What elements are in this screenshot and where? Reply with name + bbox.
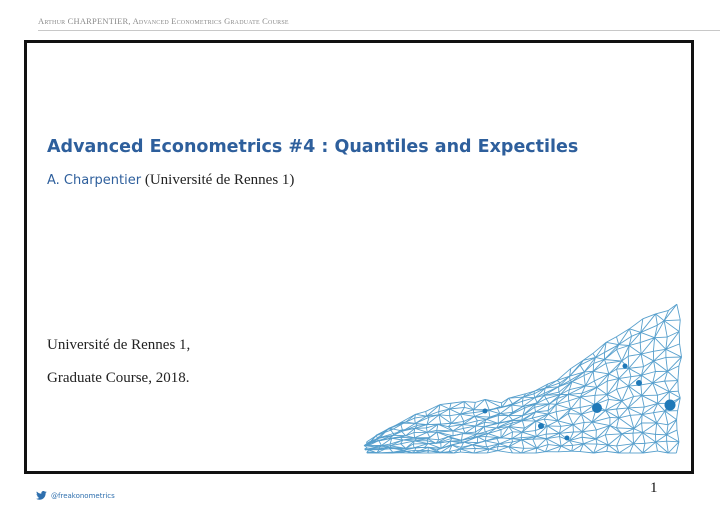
mesh-node-dot — [483, 409, 488, 414]
mesh-node-dot — [538, 423, 544, 429]
slide-frame — [24, 40, 694, 474]
slide-subtitle — [47, 172, 294, 189]
mesh-illustration — [27, 43, 691, 471]
course-line: Graduate Course, 2018. — [47, 370, 190, 386]
twitter-bird-icon — [36, 487, 47, 505]
institution-line: Université de Rennes 1, — [47, 337, 191, 353]
header-rule — [38, 30, 720, 31]
footer-social — [36, 487, 115, 505]
mesh-node-dot — [665, 400, 676, 411]
mesh-lines — [364, 304, 682, 453]
author-name: A. Charpentier — [47, 173, 142, 188]
running-header: Arthur CHARPENTIER, Advanced Econometrics Graduate Course — [38, 16, 289, 26]
mesh-node-dot — [636, 380, 642, 386]
mesh-node-dot — [592, 403, 602, 413]
slide-title: Advanced Econometrics #4 : Quantiles and Expectiles — [47, 137, 579, 157]
page-number: 1 — [650, 480, 658, 496]
mesh-node-dot — [623, 364, 628, 369]
author-affiliation: (Université de Rennes 1) — [144, 172, 295, 188]
twitter-handle[interactable]: @freakonometrics — [51, 492, 115, 500]
mesh-node-dot — [565, 436, 570, 441]
